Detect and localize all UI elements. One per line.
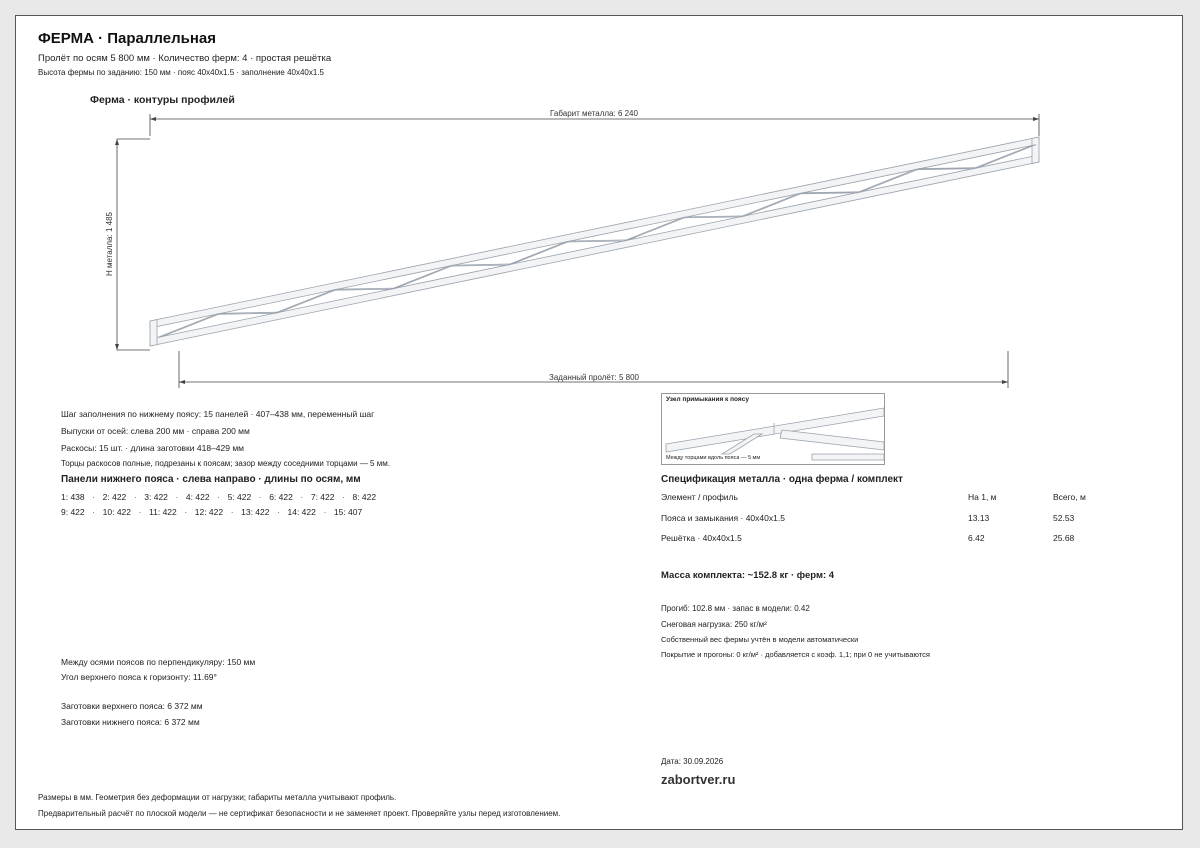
drawing-heading: Ферма · контуры профилей — [90, 94, 235, 106]
spec-row-one: 13.13 — [968, 513, 990, 523]
info-ends: Торцы раскосов полные, подрезаны к поясам; зазор между соседними торцами — 5 мм. — [61, 459, 390, 468]
panel-length: 4: 422 — [185, 492, 210, 502]
panel-length: 14: 422 — [287, 507, 316, 517]
panel-length: 10: 422 — [102, 507, 132, 517]
bottom-chord — [150, 155, 1039, 346]
arrow-bottom-left — [179, 380, 185, 384]
panel-length: 6: 422 — [269, 492, 293, 502]
spec-cover: Покрытие и прогоны: 0 кг/м² · добавляется с коэф. 1,1; при 0 не учитываются — [661, 650, 930, 659]
arrow-bottom-right — [1002, 380, 1008, 384]
spec-deflection: Прогиб: 102.8 мм · запас в модели: 0.42 — [661, 604, 810, 613]
geom-top-blanks: Заготовки верхнего пояса: 6 372 мм — [61, 701, 203, 711]
spec-col-element: Элемент / профиль — [661, 492, 738, 502]
inset-note: Между торцами вдоль пояса — 5 мм — [666, 455, 761, 461]
info-overhangs: Выпуски от осей: слева 200 мм · справа 200 мм — [61, 426, 250, 436]
panel-separator: · — [92, 507, 96, 517]
inset-title: Узел примыкания к поясу — [666, 396, 749, 403]
panels-heading: Панели нижнего пояса · слева направо · длины по осям, мм — [61, 474, 361, 485]
footer-note-2: Предварительный расчёт по плоской модели — не сертификат безопасности и не заменяет проект. Проверяйте узлы перед изготовлением. — [38, 809, 561, 818]
spec-row-total: 25.68 — [1053, 533, 1075, 543]
panels-row-2 — [61, 505, 376, 520]
spec-row-total: 52.53 — [1053, 513, 1075, 523]
info-braces: Раскосы: 15 шт. · длина заготовки 418–429 мм — [61, 443, 245, 453]
geom-angle: Угол верхнего пояса к горизонту: 11.69° — [61, 672, 217, 682]
node-detail-inset — [661, 393, 885, 465]
truss-drawing — [16, 16, 1184, 416]
page-title: ФЕРМА · Параллельная — [38, 30, 217, 47]
brand-logo-text: zabortver.ru — [661, 772, 736, 787]
panel-length: 5: 422 — [227, 492, 252, 502]
panel-separator: · — [92, 492, 96, 502]
arrow-top-left — [150, 117, 156, 121]
panel-length: 12: 422 — [194, 507, 224, 517]
dim-left-label: H металла: 1 485 — [105, 212, 114, 276]
spec-row-name: Пояса и замыкания · 40x40x1.5 — [661, 513, 785, 523]
dim-bottom-label: Заданный пролёт: 5 800 — [549, 373, 639, 382]
panel-length: 8: 422 — [352, 492, 377, 502]
truss-outline — [150, 137, 1039, 346]
info-fill-step: Шаг заполнения по нижнему поясу: 15 панелей · 407–438 мм, переменный шаг — [61, 409, 375, 419]
arrow-top-right — [1033, 117, 1039, 121]
header-line-1: Пролёт по осям 5 800 мм · Количество ферм: 4 · простая решётка — [38, 53, 332, 64]
inset-bottom-member — [812, 454, 884, 460]
inset-diagonal-right — [780, 430, 884, 450]
spec-col-one: На 1, м — [968, 492, 997, 502]
spec-row-name: Решётка · 40x40x1.5 — [661, 533, 742, 543]
spec-mass: Масса комплекта: ~152.8 кг · ферм: 4 — [661, 570, 835, 581]
geom-bottom-blanks: Заготовки нижнего пояса: 6 372 мм — [61, 717, 200, 727]
panel-separator: · — [138, 507, 142, 517]
panels-row-1 — [61, 490, 376, 505]
geom-axis-distance: Между осями поясов по перпендикуляру: 150 мм — [61, 657, 256, 667]
spec-col-total: Всего, м — [1053, 492, 1086, 502]
spec-snow: Снеговая нагрузка: 250 кг/м² — [661, 620, 767, 629]
dim-top-label: Габарит металла: 6 240 — [550, 109, 638, 118]
end-post-left — [150, 320, 157, 346]
panel-separator: · — [217, 492, 220, 502]
arrow-left-top — [115, 139, 119, 145]
arrow-left-bottom — [115, 344, 119, 350]
panel-separator: · — [133, 492, 137, 502]
spec-heading: Спецификация металла · одна ферма / комплект — [661, 474, 903, 485]
spec-self-weight: Собственный вес фермы учтён в модели автоматически — [661, 635, 859, 644]
top-chord — [150, 137, 1039, 328]
panel-separator: · — [184, 507, 188, 517]
panel-length: 15: 407 — [333, 507, 363, 517]
panel-separator: · — [258, 492, 262, 502]
panel-separator: · — [277, 507, 280, 517]
inset-drawing — [662, 394, 884, 464]
panel-length: 3: 422 — [144, 492, 168, 502]
panel-separator: · — [342, 492, 345, 502]
panel-length: 2: 422 — [102, 492, 127, 502]
spec-row-one: 6.42 — [968, 533, 985, 543]
header-line-2: Высота фермы по заданию: 150 мм · пояс 40x40x1.5 · заполнение 40x40x1.5 — [38, 68, 324, 77]
panel-length: 7: 422 — [310, 492, 335, 502]
panel-separator: · — [175, 492, 179, 502]
panel-length: 9: 422 — [61, 507, 85, 517]
footer-note-1: Размеры в мм. Геометрия без деформации от нагрузки; габариты металла учитывают профиль. — [38, 793, 397, 802]
panel-length: 11: 422 — [149, 507, 177, 517]
footer-date: Дата: 30.09.2026 — [661, 757, 724, 766]
panel-length: 1: 438 — [61, 492, 85, 502]
panel-separator: · — [323, 507, 327, 517]
end-post-right — [1032, 137, 1039, 163]
panels-list — [61, 490, 376, 520]
drawing-sheet — [15, 15, 1183, 830]
panel-length: 13: 422 — [241, 507, 270, 517]
panel-separator: · — [300, 492, 304, 502]
panel-separator: · — [230, 507, 234, 517]
